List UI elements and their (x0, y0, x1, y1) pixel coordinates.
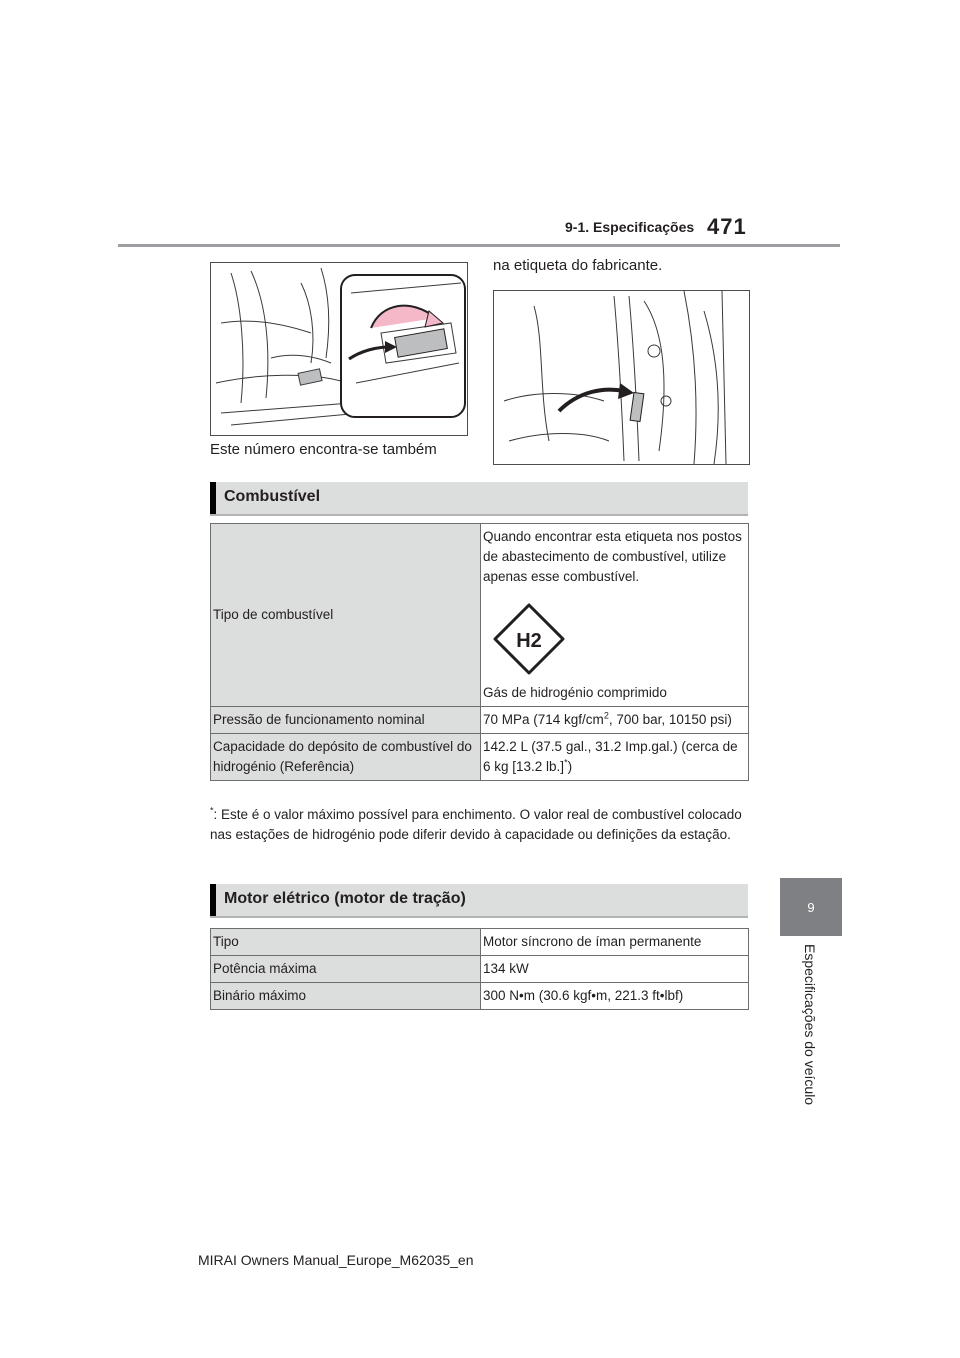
pressure-label: Pressão de funcionamento nominal (211, 707, 481, 734)
fuel-type-label: Tipo de combustível (211, 524, 481, 707)
table-row (211, 524, 749, 707)
fuel-heading-text: Combustível (224, 488, 321, 505)
heading-bar (210, 482, 216, 514)
table-row (211, 983, 749, 1010)
page-number: 471 (707, 214, 747, 239)
fuel-gas-text: Gás de hidrogénio comprimido (483, 685, 667, 700)
caption-right: na etiqueta do fabricante. (493, 257, 663, 274)
pressure-value-b: , 700 bar, 10150 psi) (608, 712, 732, 727)
fuel-type-value (481, 524, 749, 707)
footnote-mark: * (210, 805, 214, 816)
heading-bar (210, 884, 216, 916)
chapter-title: Especificações do veículo (802, 944, 818, 1106)
max-torque-label: Binário máximo (211, 983, 481, 1010)
fuel-footnote (210, 805, 750, 845)
motor-type-value: Motor síncrono de íman permanente (481, 929, 749, 956)
pressure-superscript: 2 (603, 710, 609, 721)
table-row (211, 929, 749, 956)
hydrogen-sign-icon (493, 603, 565, 675)
capacity-footnote-mark: * (564, 757, 568, 768)
table-row (211, 734, 749, 781)
table-row (211, 956, 749, 983)
table-row (211, 707, 749, 734)
max-power-label: Potência máxima (211, 956, 481, 983)
capacity-value-a: 142.2 L (37.5 gal., 31.2 Imp.gal.) (cerca de 6 kg [13.2 lb.] (483, 739, 738, 774)
chapter-tab: 9 (780, 878, 842, 936)
header-divider (118, 244, 840, 247)
section-label: 9-1. Especificações (565, 219, 695, 235)
seat-label-illustration (210, 262, 468, 436)
hydrogen-sign-text: H2 (516, 630, 542, 652)
footnote-text: : Este é o valor máximo possível para enchimento. O valor real de combustível colocado nas estações de hidrogénio pode diferir devido à capacidade ou definições da estação. (210, 807, 742, 842)
motor-section-heading (210, 884, 748, 918)
motor-type-label: Tipo (211, 929, 481, 956)
fuel-spec-table (210, 523, 749, 781)
door-pillar-illustration (493, 290, 750, 465)
door-pillar-drawing (494, 291, 749, 464)
pressure-value-a: 70 MPa (714 kgf/cm (483, 712, 604, 727)
pressure-value (481, 707, 749, 734)
max-torque-value: 300 N•m (30.6 kgf•m, 221.3 ft•lbf) (481, 983, 749, 1010)
capacity-value (481, 734, 749, 781)
motor-spec-table (210, 928, 749, 1010)
seat-illustration-drawing (211, 263, 467, 435)
capacity-label: Capacidade do depósito de combustível do hidrogénio (Referência) (211, 734, 481, 781)
caption-left: Este número encontra-se também (210, 441, 437, 458)
capacity-value-b: ) (567, 759, 573, 774)
motor-heading-text: Motor elétrico (motor de tração) (224, 890, 466, 907)
manual-footer: MIRAI Owners Manual_Europe_M62035_en (198, 1252, 474, 1268)
max-power-value: 134 kW (481, 956, 749, 983)
fuel-section-heading (210, 482, 748, 516)
fuel-type-text: Quando encontrar esta etiqueta nos postos de abastecimento de combustível, utilize apenas esse combustível. (483, 529, 742, 584)
